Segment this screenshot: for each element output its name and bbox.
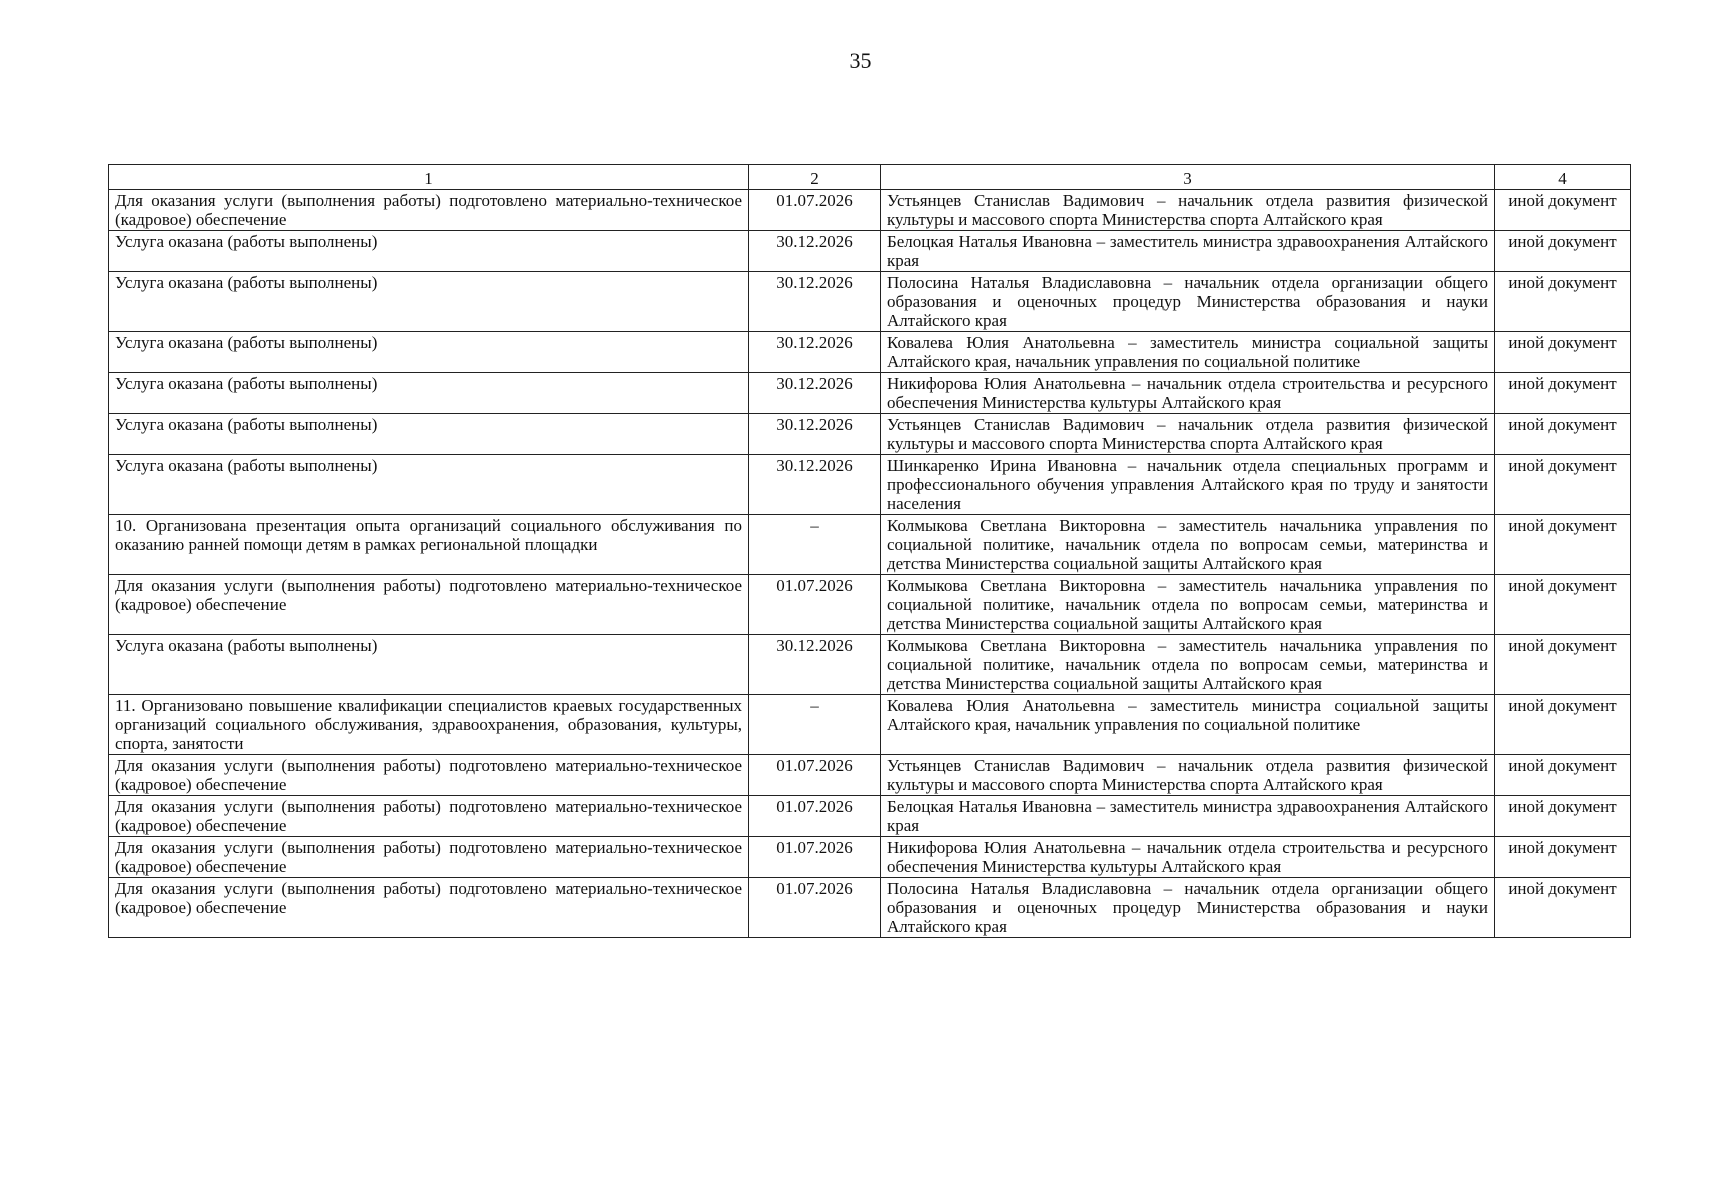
date-cell: 30.12.2026 xyxy=(749,414,881,455)
document-type-cell: иной документ xyxy=(1495,455,1631,515)
document-type-cell: иной документ xyxy=(1495,272,1631,332)
date-cell: 01.07.2026 xyxy=(749,837,881,878)
date-cell: 01.07.2026 xyxy=(749,796,881,837)
event-cell: 10. Организована презентация опыта организаций социального обслуживания по оказанию ранней помощи детям в рамках региональной площадки xyxy=(109,515,749,575)
event-cell: Для оказания услуги (выполнения работы) подготовлено материально-техническое (кадровое) обеспечение xyxy=(109,878,749,938)
responsible-cell: Колмыкова Светлана Викторовна – заместитель начальника управления по социальной политике, начальник отдела по вопросам семьи, материнства и детства Министерства социальной защиты Алтайского края xyxy=(881,635,1495,695)
document-type-cell: иной документ xyxy=(1495,837,1631,878)
date-cell: – xyxy=(749,515,881,575)
table-row xyxy=(109,231,1631,272)
table-row xyxy=(109,796,1631,837)
event-cell: Услуга оказана (работы выполнены) xyxy=(109,455,749,515)
event-cell: Услуга оказана (работы выполнены) xyxy=(109,635,749,695)
responsible-cell: Ковалева Юлия Анатольевна – заместитель министра социальной защиты Алтайского края, начальник управления по социальной политике xyxy=(881,332,1495,373)
date-cell: 30.12.2026 xyxy=(749,373,881,414)
responsible-cell: Устьянцев Станислав Вадимович – начальник отдела развития физической культуры и массового спорта Министерства спорта Алтайского края xyxy=(881,414,1495,455)
event-cell: Услуга оказана (работы выполнены) xyxy=(109,231,749,272)
responsible-cell: Колмыкова Светлана Викторовна – заместитель начальника управления по социальной политике, начальник отдела по вопросам семьи, материнства и детства Министерства социальной защиты Алтайского края xyxy=(881,575,1495,635)
responsible-cell: Никифорова Юлия Анатольевна – начальник отдела строительства и ресурсного обеспечения Министерства культуры Алтайского края xyxy=(881,373,1495,414)
document-type-cell: иной документ xyxy=(1495,796,1631,837)
column-header-4: 4 xyxy=(1495,165,1631,190)
page-number: 35 xyxy=(849,48,872,73)
table-header-row xyxy=(109,165,1631,190)
document-type-cell: иной документ xyxy=(1495,332,1631,373)
table-row xyxy=(109,515,1631,575)
table-row xyxy=(109,332,1631,373)
date-cell: 30.12.2026 xyxy=(749,272,881,332)
table-row xyxy=(109,455,1631,515)
date-cell: 01.07.2026 xyxy=(749,190,881,231)
event-cell: 11. Организовано повышение квалификации специалистов краевых государственных организаций социального обслуживания, здравоохранения, образования, культуры, спорта, занятости xyxy=(109,695,749,755)
table-row xyxy=(109,695,1631,755)
document-type-cell: иной документ xyxy=(1495,515,1631,575)
document-type-cell: иной документ xyxy=(1495,878,1631,938)
document-type-cell: иной документ xyxy=(1495,755,1631,796)
table-row xyxy=(109,575,1631,635)
responsible-cell: Белоцкая Наталья Ивановна – заместитель министра здравоохранения Алтайского края xyxy=(881,231,1495,272)
responsible-cell: Устьянцев Станислав Вадимович – начальник отдела развития физической культуры и массового спорта Министерства спорта Алтайского края xyxy=(881,755,1495,796)
responsible-cell: Никифорова Юлия Анатольевна – начальник отдела строительства и ресурсного обеспечения Министерства культуры Алтайского края xyxy=(881,837,1495,878)
date-cell: 30.12.2026 xyxy=(749,332,881,373)
column-header-1: 1 xyxy=(109,165,749,190)
date-cell: 01.07.2026 xyxy=(749,575,881,635)
responsible-cell: Полосина Наталья Владиславовна – начальник отдела организации общего образования и оценочных процедур Министерства образования и науки Алтайского края xyxy=(881,878,1495,938)
table-row xyxy=(109,272,1631,332)
responsible-cell: Ковалева Юлия Анатольевна – заместитель министра социальной защиты Алтайского края, начальник управления по социальной политике xyxy=(881,695,1495,755)
table-row xyxy=(109,755,1631,796)
document-type-cell: иной документ xyxy=(1495,414,1631,455)
schedule-table xyxy=(108,164,1631,938)
event-cell: Услуга оказана (работы выполнены) xyxy=(109,414,749,455)
table-body xyxy=(109,190,1631,938)
table-row xyxy=(109,373,1631,414)
responsible-cell: Устьянцев Станислав Вадимович – начальник отдела развития физической культуры и массового спорта Министерства спорта Алтайского края xyxy=(881,190,1495,231)
event-cell: Для оказания услуги (выполнения работы) подготовлено материально-техническое (кадровое) обеспечение xyxy=(109,837,749,878)
date-cell: 30.12.2026 xyxy=(749,635,881,695)
event-cell: Для оказания услуги (выполнения работы) подготовлено материально-техническое (кадровое) обеспечение xyxy=(109,575,749,635)
date-cell: 30.12.2026 xyxy=(749,231,881,272)
event-cell: Услуга оказана (работы выполнены) xyxy=(109,272,749,332)
table-row xyxy=(109,837,1631,878)
date-cell: 01.07.2026 xyxy=(749,755,881,796)
event-cell: Для оказания услуги (выполнения работы) подготовлено материально-техническое (кадровое) обеспечение xyxy=(109,796,749,837)
date-cell: 01.07.2026 xyxy=(749,878,881,938)
document-type-cell: иной документ xyxy=(1495,635,1631,695)
table-row xyxy=(109,414,1631,455)
event-cell: Для оказания услуги (выполнения работы) подготовлено материально-техническое (кадровое) обеспечение xyxy=(109,190,749,231)
responsible-cell: Полосина Наталья Владиславовна – начальник отдела организации общего образования и оценочных процедур Министерства образования и науки Алтайского края xyxy=(881,272,1495,332)
document-type-cell: иной документ xyxy=(1495,373,1631,414)
responsible-cell: Белоцкая Наталья Ивановна – заместитель министра здравоохранения Алтайского края xyxy=(881,796,1495,837)
event-cell: Для оказания услуги (выполнения работы) подготовлено материально-техническое (кадровое) обеспечение xyxy=(109,755,749,796)
event-cell: Услуга оказана (работы выполнены) xyxy=(109,373,749,414)
document-type-cell: иной документ xyxy=(1495,575,1631,635)
date-cell: – xyxy=(749,695,881,755)
responsible-cell: Шинкаренко Ирина Ивановна – начальник отдела специальных программ и профессионального обучения управления Алтайского края по труду и занятости населения xyxy=(881,455,1495,515)
responsible-cell: Колмыкова Светлана Викторовна – заместитель начальника управления по социальной политике, начальник отдела по вопросам семьи, материнства и детства Министерства социальной защиты Алтайского края xyxy=(881,515,1495,575)
document-type-cell: иной документ xyxy=(1495,695,1631,755)
date-cell: 30.12.2026 xyxy=(749,455,881,515)
column-header-3: 3 xyxy=(881,165,1495,190)
table-row xyxy=(109,190,1631,231)
column-header-2: 2 xyxy=(749,165,881,190)
document-type-cell: иной документ xyxy=(1495,190,1631,231)
table-row xyxy=(109,635,1631,695)
table-row xyxy=(109,878,1631,938)
event-cell: Услуга оказана (работы выполнены) xyxy=(109,332,749,373)
document-type-cell: иной документ xyxy=(1495,231,1631,272)
